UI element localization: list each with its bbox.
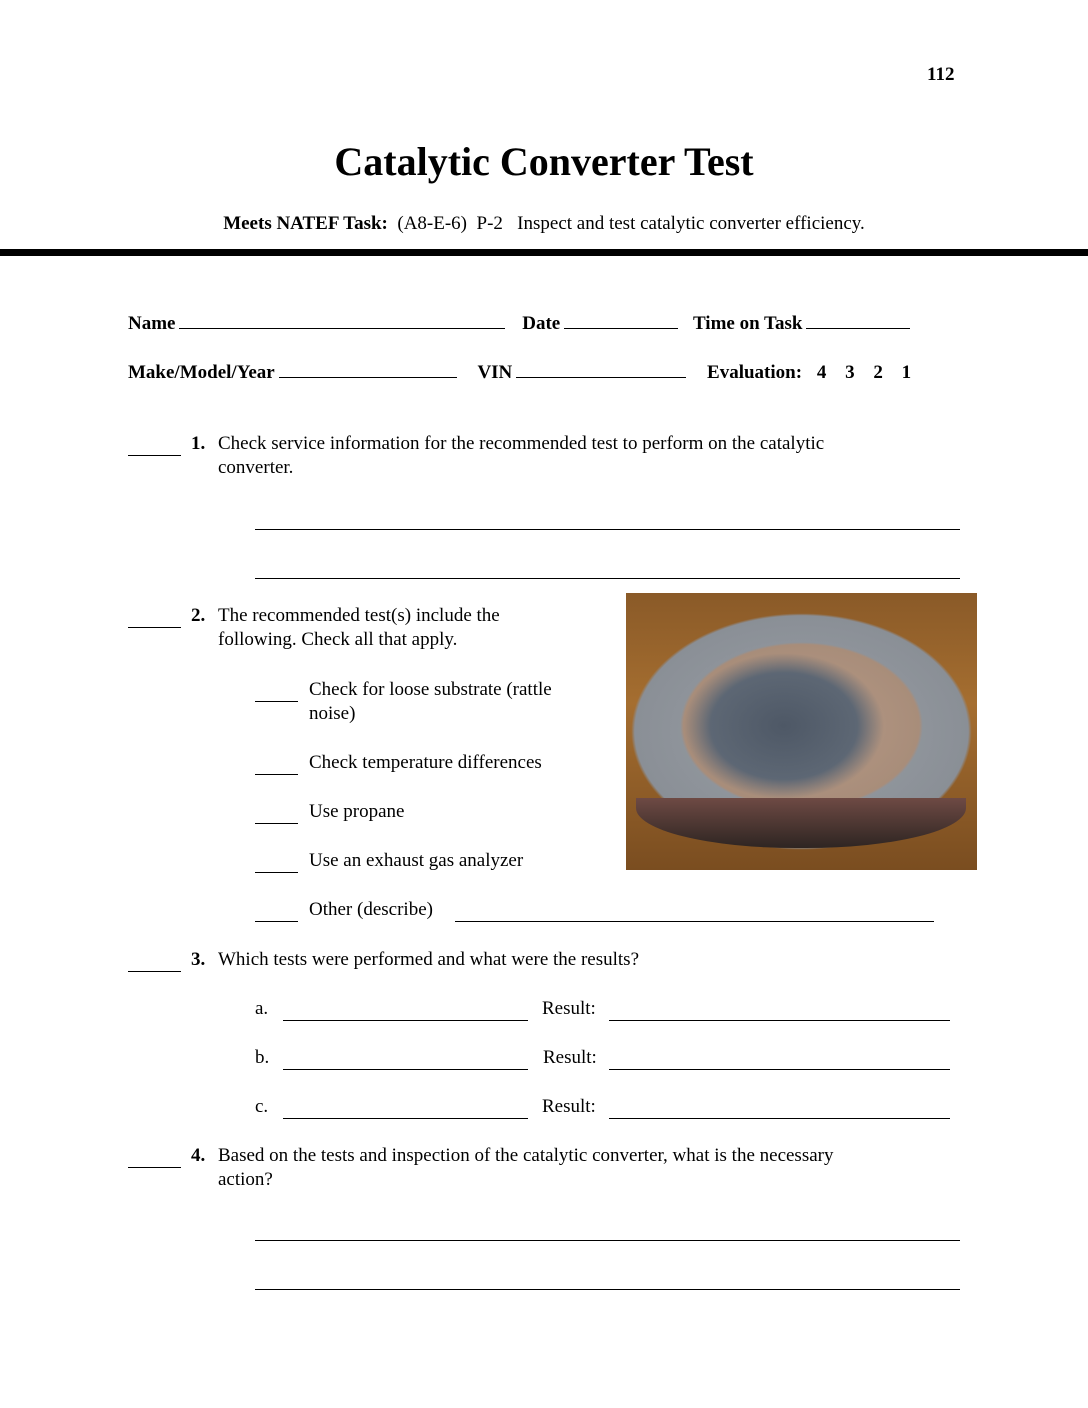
test-a-line[interactable] (283, 1020, 528, 1021)
result-c-line[interactable] (609, 1118, 950, 1119)
task-description: Inspect and test catalytic converter efficiency. (517, 213, 865, 234)
task-line (0, 212, 1088, 236)
option-loose-substrate: Check for loose substrate (rattle (309, 679, 552, 700)
name-row (128, 310, 914, 336)
result-b-label: Result: (543, 1047, 597, 1068)
date-field[interactable] (564, 310, 678, 329)
time-field[interactable] (806, 310, 910, 329)
option-check-blank[interactable] (255, 921, 298, 922)
vin-field[interactable] (516, 359, 686, 378)
time-label: Time on Task (692, 313, 803, 334)
test-b-line[interactable] (283, 1069, 528, 1070)
name-label: Name (128, 313, 176, 334)
make-field[interactable] (279, 359, 457, 378)
q1-text: Check service information for the recommended test to perform on the catalytic (218, 433, 825, 454)
page-number: 112 (927, 64, 955, 85)
page-title: Catalytic Converter Test (334, 139, 754, 184)
q1-answer-line[interactable] (255, 529, 960, 530)
option-gas-analyzer: Use an exhaust gas analyzer (309, 850, 524, 871)
option-other: Other (describe) (309, 899, 433, 920)
result-a-label: Result: (542, 998, 596, 1019)
q1-text-cont: converter. (218, 457, 294, 478)
result-a-line[interactable] (609, 1020, 950, 1021)
q4-text: Based on the tests and inspection of the catalytic converter, what is the necessary (218, 1145, 834, 1166)
option-check-blank[interactable] (255, 774, 298, 775)
option-check-blank[interactable] (255, 823, 298, 824)
score-2[interactable]: 2 (873, 362, 883, 383)
date-label: Date (522, 313, 561, 334)
catalytic-converter-photo (626, 593, 977, 870)
q1-answer-line[interactable] (255, 578, 960, 579)
task-priority: P-2 (476, 213, 503, 234)
q3-check-blank[interactable] (128, 971, 181, 972)
q2-text: The recommended test(s) include the (218, 605, 500, 626)
vehicle-row (128, 359, 911, 385)
other-describe-line[interactable] (455, 921, 934, 922)
score-3[interactable]: 3 (845, 362, 855, 383)
q2-text-cont: following. Check all that apply. (218, 629, 458, 650)
q2-number: 2. (191, 605, 206, 626)
option-check-blank[interactable] (255, 701, 298, 702)
result-c-label: Result: (542, 1096, 596, 1117)
row-c-label: c. (255, 1096, 269, 1117)
q4-text-cont: action? (218, 1169, 273, 1190)
vin-label: VIN (477, 362, 513, 383)
q3-number: 3. (191, 949, 206, 970)
q4-answer-line[interactable] (255, 1240, 960, 1241)
option-temperature: Check temperature differences (309, 752, 542, 773)
make-label: Make/Model/Year (128, 362, 275, 383)
evaluation-label: Evaluation: (707, 362, 803, 383)
result-b-line[interactable] (609, 1069, 950, 1070)
q1-check-blank[interactable] (128, 455, 181, 456)
q1-number: 1. (191, 433, 206, 454)
row-a-label: a. (255, 998, 269, 1019)
q2-check-blank[interactable] (128, 627, 181, 628)
q4-number: 4. (191, 1145, 206, 1166)
task-code: (A8-E-6) (397, 213, 468, 234)
q4-answer-line[interactable] (255, 1289, 960, 1290)
task-label: Meets NATEF Task: (223, 213, 388, 234)
option-check-blank[interactable] (255, 872, 298, 873)
name-field[interactable] (179, 310, 505, 329)
score-1[interactable]: 1 (901, 362, 912, 383)
header-rule (0, 249, 1088, 256)
q3-text: Which tests were performed and what were the results? (218, 949, 639, 970)
row-b-label: b. (255, 1047, 270, 1068)
option-propane: Use propane (309, 801, 405, 822)
test-c-line[interactable] (283, 1118, 528, 1119)
score-4[interactable]: 4 (816, 362, 827, 383)
option-loose-substrate-cont: noise) (309, 703, 356, 724)
q4-check-blank[interactable] (128, 1167, 181, 1168)
